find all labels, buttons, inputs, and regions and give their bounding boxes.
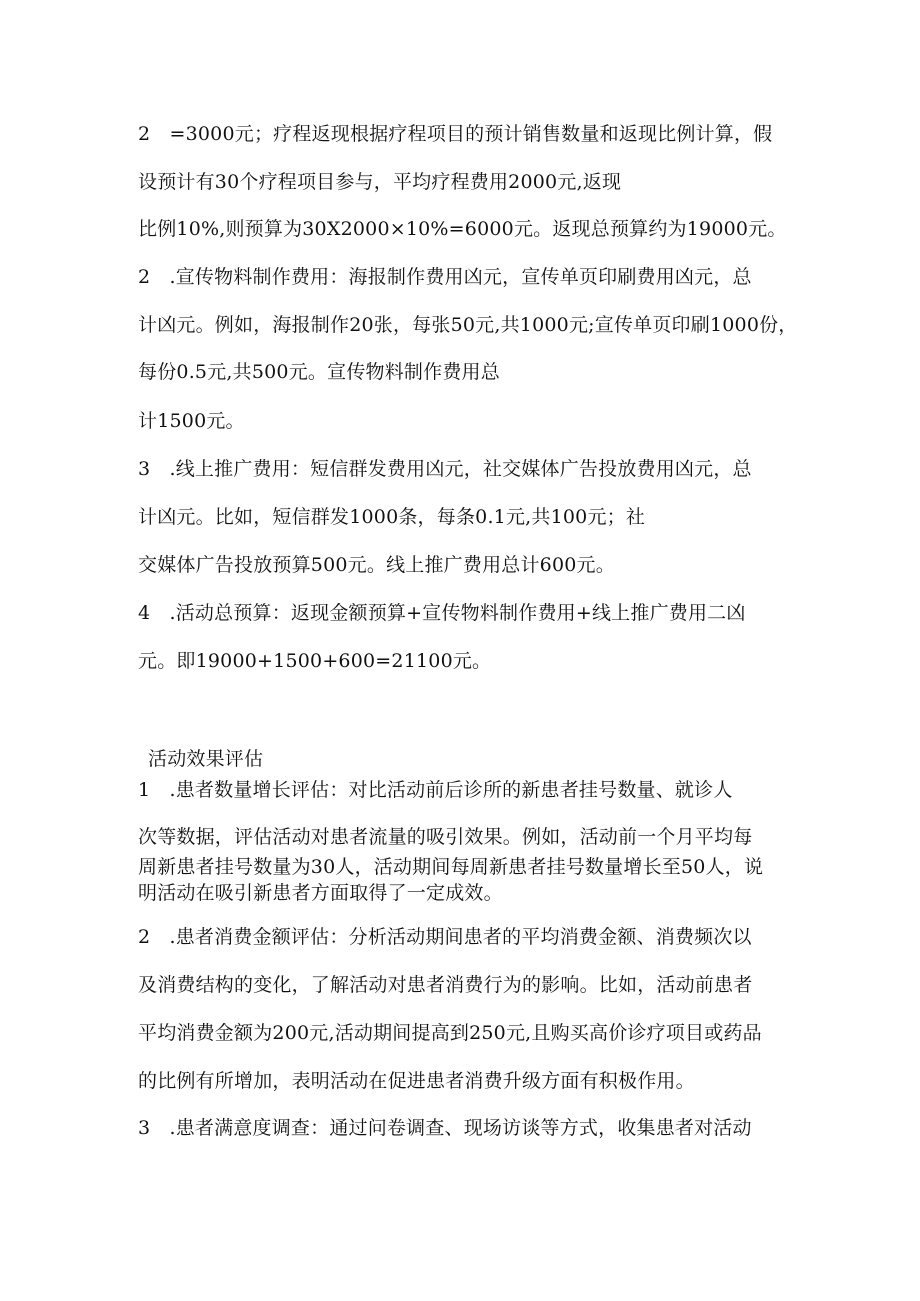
budget-line-1: 2 =3000元；疗程返现根据疗程项目的预计销售数量和返现比例计算，假 <box>138 123 773 145</box>
budget-line-11: 4 .活动总预算：返现金额预算+宣传物料制作费用+线上推广费用二凶 <box>138 602 746 624</box>
budget-line-10: 交媒体广告投放预算500元。线上推广费用总计600元。 <box>138 554 615 576</box>
budget-line-8: 3 .线上推广费用：短信群发费用凶元，社交媒体广告投放费用凶元，总 <box>138 458 752 480</box>
budget-line-9: 计凶元。比如，短信群发1000条，每条0.1元,共100元；社 <box>138 506 646 528</box>
budget-line-6: 每份0.5元,共500元。宣传物料制作费用总 <box>138 361 500 383</box>
evaluation-line-5: 2 .患者消费金额评估：分析活动期间患者的平均消费金额、消费频次以 <box>138 926 752 948</box>
budget-line-4: 2 .宣传物料制作费用：海报制作费用凶元，宣传单页印刷费用凶元，总 <box>138 266 752 288</box>
evaluation-line-1: 1 .患者数量增长评估：对比活动前后诊所的新患者挂号数量、就诊人 <box>138 779 733 801</box>
budget-line-7: 计1500元。 <box>138 410 245 432</box>
budget-line-2: 设预计有30个疗程项目参与，平均疗程费用2000元,返现 <box>138 171 622 193</box>
evaluation-line-4: 明活动在吸引新患者方面取得了一定成效。 <box>138 882 503 904</box>
budget-line-3: 比例10%,则预算为30X2000×10%=6000元。返现总预算约为19000元。 <box>138 218 787 240</box>
section-heading-evaluation: 活动效果评估 <box>148 748 264 770</box>
evaluation-line-7: 平均消费金额为200元,活动期间提高到250元,且购买高价诊疗项目或药品 <box>138 1022 762 1044</box>
evaluation-line-2: 次等数据，评估活动对患者流量的吸引效果。例如，活动前一个月平均每 <box>138 826 753 848</box>
evaluation-line-8: 的比例有所增加，表明活动在促进患者消费升级方面有积极作用。 <box>138 1070 695 1092</box>
evaluation-line-9: 3 .患者满意度调查：通过问卷调查、现场访谈等方式，收集患者对活动 <box>138 1117 752 1139</box>
budget-line-5: 计凶元。例如，海报制作20张，每张50元,共1000元;宣传单页印刷1000份， <box>138 314 798 336</box>
budget-line-12: 元。即19000+1500+600=21100元。 <box>138 650 492 672</box>
evaluation-line-6: 及消费结构的变化，了解活动对患者消费行为的影响。比如，活动前患者 <box>138 974 753 996</box>
evaluation-line-3: 周新患者挂号数量为30人，活动期间每周新患者挂号数量增长至50人，说 <box>138 856 764 878</box>
